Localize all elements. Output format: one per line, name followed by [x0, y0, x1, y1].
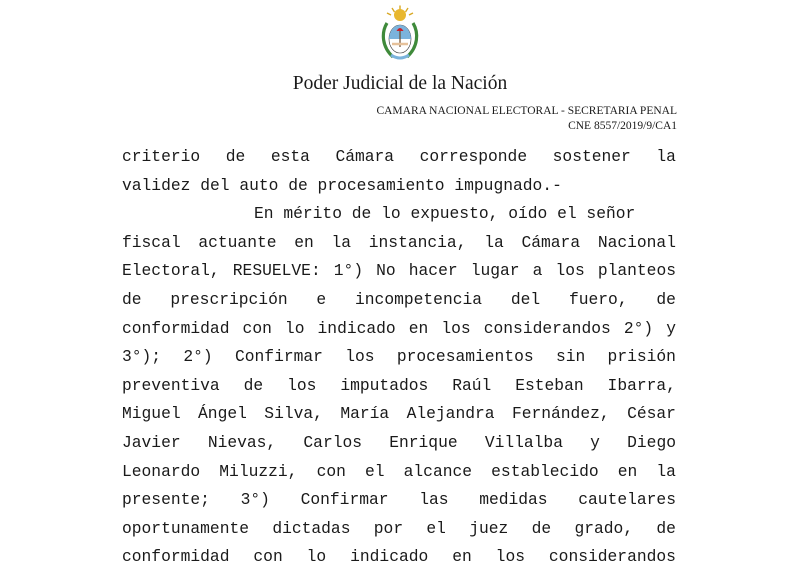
chamber-name: CAMARA NACIONAL ELECTORAL - SECRETARIA PENAL — [376, 105, 677, 117]
text-line: fiscal actuante en la instancia, la Cámara Nacional — [122, 232, 676, 252]
text-line: Leonardo Miluzzi, con el alcance establecido en la — [122, 461, 676, 481]
coat-of-arms-seal — [377, 5, 423, 63]
text-line: conformidad con lo indicado en los considerandos — [122, 547, 676, 567]
document-header — [376, 104, 677, 134]
text-line: oportunamente dictadas por el juez de grado, de — [122, 518, 676, 538]
resolution-body-text — [122, 143, 676, 572]
text-line: Javier Nievas, Carlos Enrique Villalba y Diego — [122, 432, 676, 452]
text-line: de prescripción e incompetencia del fuero, de — [122, 289, 676, 309]
text-line: Miguel Ángel Silva, María Alejandra Fernández, César — [122, 404, 676, 424]
text-line: Electoral, RESUELVE: 1°) No hacer lugar a los planteos — [122, 261, 676, 281]
text-line: 3°); 2°) Confirmar los procesamientos sin prisión — [122, 347, 676, 367]
text-line: validez del auto de procesamiento impugnado.- — [122, 175, 562, 195]
case-number: CNE 8557/2019/9/CA1 — [568, 120, 677, 132]
text-line: presente; 3°) Confirmar las medidas cautelares — [122, 490, 676, 510]
institution-name: Poder Judicial de la Nación — [292, 73, 508, 94]
text-line: criterio de esta Cámara corresponde sostener la — [122, 147, 676, 166]
text-line: conformidad con lo indicado en los considerandos 2°) y — [122, 318, 676, 338]
text-line: En mérito de lo expuesto, oído el señor — [254, 204, 636, 224]
text-line: preventiva de los imputados Raúl Esteban Ibarra, — [122, 375, 676, 395]
